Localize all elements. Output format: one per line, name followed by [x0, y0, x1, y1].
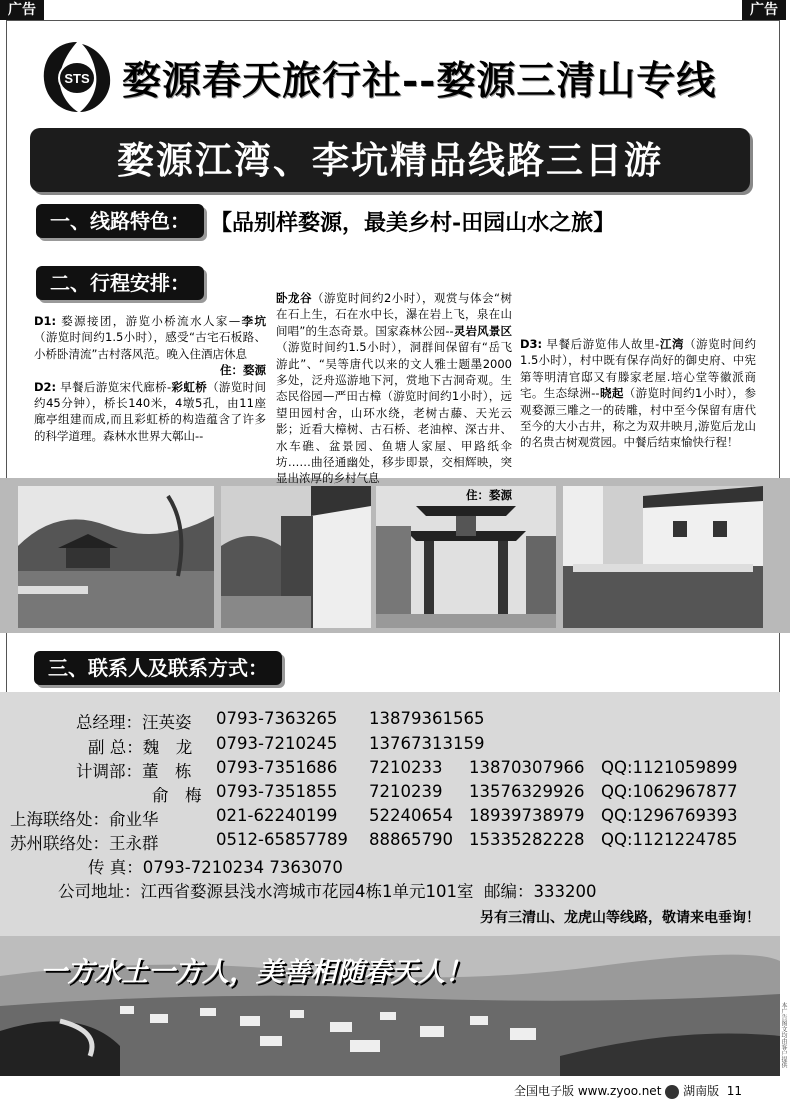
fax-label: 传 真： [88, 858, 143, 877]
landscape-photo [0, 936, 780, 1076]
contact-name: 董 栋 [142, 762, 192, 781]
contact-phone: 0793-7210245 [216, 734, 338, 753]
day3-spot: 江湾 [659, 337, 685, 351]
day2-spot-3: 灵岩风景区 [453, 323, 512, 338]
day1-spot: 李坑 [240, 314, 267, 328]
contact-name: 俞 梅 [152, 786, 202, 805]
contact-row [10, 806, 159, 830]
contact-phone: 13767313159 [369, 734, 485, 753]
itinerary-col-2 [276, 290, 512, 502]
photo-memorial-gate [376, 486, 556, 628]
footer [514, 1082, 742, 1099]
contact-phone: 0793-7363265 [216, 709, 338, 728]
headline: 婺源春天旅行社--婺源三清山专线 [122, 58, 717, 104]
postcode: 邮编：333200 [484, 882, 597, 901]
ad-label-left: 广告 [0, 0, 44, 20]
logo-text: STS [64, 71, 90, 86]
contact-phone: 021-62240199 [216, 806, 338, 825]
address-row [58, 878, 597, 902]
contact-phone: 52240654 [369, 806, 453, 825]
side-note: 本广告图文均由客户提供 [780, 1002, 787, 1068]
day2-text-2: （游览时间约45分钟），桥长140米，4墩5孔，由11座廊亭组建而成,而且彩虹桥的构造蕴含了许多的科学道理。森林水世界大鄣山-- [34, 379, 267, 443]
contact-qq: QQ:1121224785 [601, 830, 738, 849]
calligraphy-slogan: 一方水土一方人，美善相随春天人！ [40, 957, 472, 988]
photo-village-street [221, 486, 371, 628]
contact-phone: 13576329926 [469, 782, 585, 801]
contact-row [76, 709, 192, 733]
contact-phone: 13879361565 [369, 709, 485, 728]
contact-phone: 18939738979 [469, 806, 585, 825]
contact-phone: 0793-7351855 [216, 782, 338, 801]
photo-pavilion-lake [18, 486, 214, 628]
contact-phone: 7210233 [369, 758, 443, 777]
banner-title: 婺源江湾、李坑精品线路三日游 [30, 128, 750, 192]
contact-phone: 0512-65857789 [216, 830, 348, 849]
day3-label: D3: [520, 337, 543, 351]
day2-spot: 彩虹桥 [171, 379, 208, 394]
contact-label: 副 总： [88, 738, 143, 757]
globe-icon [665, 1085, 679, 1099]
contact-label: 苏州联络处： [10, 834, 109, 853]
contact-name: 俞业华 [109, 810, 159, 829]
contact-name: 魏 龙 [142, 738, 193, 757]
itinerary-col-3 [520, 336, 756, 451]
day1-label: D1: [34, 314, 57, 328]
contact-row [88, 734, 192, 758]
contact-qq: QQ:1121059899 [601, 758, 738, 777]
day2-label: D2: [34, 379, 57, 394]
day2-text-3: （游览时间约2小时），观赏与体会“树在石上生，石在水中长，瀑在岩上飞，泉在山间唱”的生态奇景。国家森林公园-- [276, 291, 512, 338]
contact-phone: 88865790 [369, 830, 453, 849]
day2-stay: 住：婺源 [466, 487, 512, 502]
day1-stay: 住：婺源 [220, 363, 266, 378]
fax-value: 0793-7210234 7363070 [142, 858, 343, 877]
day2-text-4: （游览时间约1.5小时），洞群间保留有“岳飞游此”、“吴等唐代以来的文人雅士题墨2000多处，泛舟巡游地下河，赏地下古洞奇观。生态民俗园—严田古樟（游览时间约1小时），远望田园村舍，山环水绕，老树古藤、天光云影；近看大樟树、古石桥、老油榨、深古井、水车礁、盆景园、鱼塘人家屋、甲路纸伞坊……曲径通幽处，移步即景，交相辉映，突显出浓厚的乡村气息 [276, 340, 512, 486]
ad-label-right: 广告 [742, 0, 786, 20]
day3-text-2: （游览时间约1.5小时），村中既有保存尚好的御史府、中宪第等明清官邸又有滕家老屋.培心堂等徽派商宅。生态绿洲-- [520, 337, 757, 401]
contact-label: 总经理： [76, 713, 142, 732]
day1-text-2: （游览时间约1.5小时），感受“古宅石板路、小桥卧清流”古村落风范。晚入住酒店休息 [34, 330, 266, 361]
contact-qq: QQ:1062967877 [601, 782, 738, 801]
section-itinerary: 二、行程安排： [36, 266, 204, 300]
footer-region: 湖南版 [683, 1084, 720, 1098]
contact-name: 王永群 [109, 834, 159, 853]
contacts-panel [0, 692, 780, 936]
day2-spot-2: 卧龙谷 [276, 291, 312, 305]
address-label: 公司地址： [58, 882, 141, 901]
route-slogan: 【品别样婺源，最美乡村-田园山水之旅】 [210, 210, 616, 236]
contact-phone: 15335282228 [469, 830, 585, 849]
itinerary-col-1 [34, 313, 266, 475]
day3-spot-2: 晓起 [599, 386, 624, 401]
address-value: 江西省婺源县浅水湾城市花园4栋1单元101室 [140, 882, 474, 901]
contact-phone: 13870307966 [469, 758, 585, 777]
fax-row [88, 854, 343, 878]
contact-label: 上海联络处： [10, 810, 109, 829]
footer-edition: 全国电子版 [514, 1084, 575, 1098]
day3-text: 早餐后游览伟人故里- [546, 337, 660, 351]
page-number: 11 [726, 1084, 742, 1098]
contact-phone: 0793-7351686 [216, 758, 338, 777]
contact-name: 汪英姿 [142, 713, 192, 732]
footer-site: www.zyoo.net [577, 1084, 662, 1098]
contact-row [76, 758, 192, 782]
day3-text-3: （游览时间约1小时），参观婺源三雕之一的砖雕，村中至今保留有唐代至今的大小古井，称之为双井映月,游览后龙山的名贵古树观赏园。中餐后结束愉快行程！ [520, 386, 757, 450]
photo-canal-houses [563, 486, 763, 628]
section-route-features: 一、线路特色： [36, 204, 204, 238]
day2-text: 早餐后游览宋代廊桥- [60, 379, 172, 394]
contact-label: 计调部： [76, 762, 142, 781]
contact-phone: 7210239 [369, 782, 443, 801]
day1-text: 婺源接团，游览小桥流水人家— [61, 314, 241, 328]
contact-row [10, 830, 159, 854]
section-contacts: 三、联系人及联系方式： [34, 651, 282, 685]
contact-qq: QQ:1296769393 [601, 806, 738, 825]
sts-logo [38, 38, 116, 116]
more-routes-note: 另有三清山、龙虎山等线路，敬请来电垂询！ [480, 910, 760, 926]
